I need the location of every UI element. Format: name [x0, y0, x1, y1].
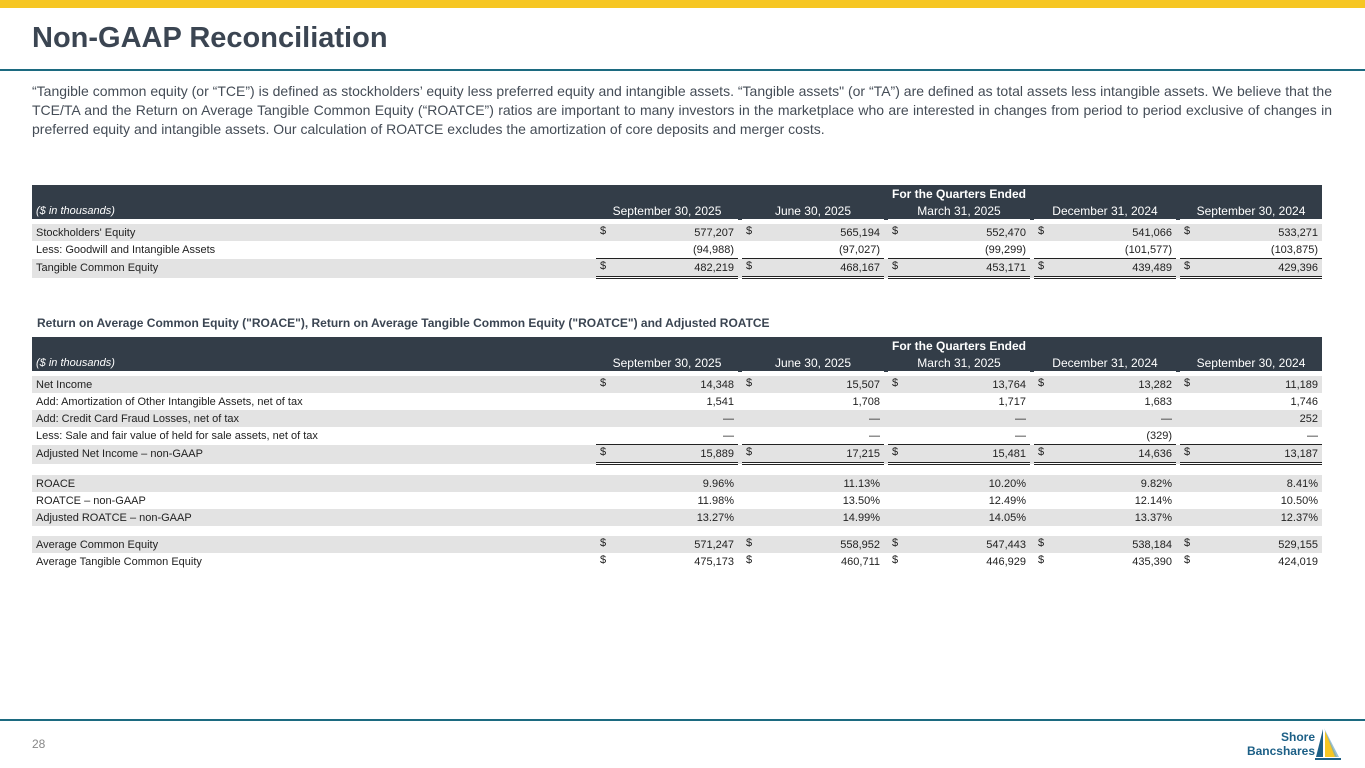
row-label: Average Tangible Common Equity — [36, 555, 202, 568]
roatce-table — [32, 337, 1322, 570]
value-cell: 11.13% — [742, 475, 884, 492]
table-row — [32, 445, 1322, 464]
value-cell: $ 475,173 — [600, 554, 734, 568]
section-title-roace: Return on Average Common Equity ("ROACE"), Return on Average Tangible Common Equity ("ROATCE") and Adjusted ROATCE — [37, 316, 770, 330]
table2-period-header: June 30, 2025 — [742, 354, 884, 372]
value-cell: $ 529,155 — [1180, 536, 1322, 553]
value-cell: $ 552,470 — [888, 224, 1030, 241]
value-cell: $ 453,171 — [888, 259, 1030, 278]
value-cell: — — [1015, 429, 1026, 442]
value-cell: — — [723, 429, 734, 442]
table1-period-header-row — [32, 202, 1322, 220]
value-cell: $ 439,489 — [1034, 259, 1176, 278]
value-cell: 13.27% — [596, 509, 738, 526]
value-cell: $ 11,189 — [1180, 376, 1322, 393]
value-cell: 1,746 — [1290, 395, 1318, 408]
value-cell: 252 — [1180, 410, 1322, 427]
table-row — [32, 410, 1322, 427]
row-label: Add: Amortization of Other Intangible Assets, net of tax — [36, 395, 303, 408]
value-cell: $ 460,711 — [746, 554, 880, 568]
row-label: Less: Sale and fair value of held for sale assets, net of tax — [36, 429, 318, 442]
value-cell: $ 14,636 — [1034, 445, 1176, 464]
table2-period-header-row — [32, 354, 1322, 372]
value-cell: $ 15,481 — [888, 445, 1030, 464]
intro-paragraph: “Tangible common equity (or “TCE”) is defined as stockholders’ equity less preferred equity and intangible assets. “Tangible assets" (or “TA”) are defined as total assets less intangible assets. We believe that the TCE/TA and the Return on Average Tangible Common Equity (“ROATCE”) ratios are important to many investors in the marketplace who are interested in changes from period to period exclusive of changes in preferred equity and intangible assets. Our calculation of ROATCE excludes the amortization of core deposits and merger costs. — [32, 83, 1332, 137]
value-cell: — — [596, 410, 738, 427]
table2-period-header: September 30, 2025 — [596, 354, 738, 372]
value-cell: $ 533,271 — [1180, 224, 1322, 241]
title-divider — [0, 69, 1365, 71]
value-cell: — — [742, 410, 884, 427]
value-cell: 14.05% — [888, 509, 1030, 526]
value-cell: (97,027) — [839, 243, 880, 256]
table-row — [32, 393, 1322, 410]
table2-group-header-row — [32, 337, 1322, 354]
top-accent-bar — [0, 0, 1365, 8]
value-cell: $ 435,390 — [1038, 554, 1172, 568]
table-row — [32, 553, 1322, 570]
logo-text: Shore Bancshares — [1246, 730, 1315, 758]
table2-header-blank — [32, 337, 596, 354]
table1-group-header-row — [32, 185, 1322, 202]
value-cell: 9.82% — [1034, 475, 1176, 492]
table-row — [32, 536, 1322, 553]
table-row — [32, 427, 1322, 445]
value-cell: $ 424,019 — [1184, 554, 1318, 568]
table2-period-header: March 31, 2025 — [888, 354, 1030, 372]
table1-period-header: June 30, 2025 — [742, 202, 884, 220]
value-cell: $ 429,396 — [1180, 259, 1322, 278]
value-cell: $ 14,348 — [596, 376, 738, 393]
value-cell: $ 17,215 — [742, 445, 884, 464]
row-label: Net Income — [32, 376, 596, 393]
tangible-equity-table — [32, 185, 1322, 279]
value-cell: $ 541,066 — [1034, 224, 1176, 241]
row-label: Adjusted ROATCE – non-GAAP — [32, 509, 596, 526]
value-cell: $ 565,194 — [742, 224, 884, 241]
value-cell: 1,683 — [1144, 395, 1172, 408]
value-cell: $ 547,443 — [888, 536, 1030, 553]
table-row — [32, 509, 1322, 526]
value-cell: (101,577) — [1124, 243, 1172, 256]
value-cell: $ 538,184 — [1034, 536, 1176, 553]
table-row — [32, 259, 1322, 278]
table-row — [32, 241, 1322, 259]
value-cell: (329) — [1146, 429, 1172, 442]
value-cell: 1,708 — [852, 395, 880, 408]
value-cell: 12.14% — [1134, 494, 1172, 507]
value-cell: $ 13,764 — [888, 376, 1030, 393]
table1-group-header: For the Quarters Ended — [596, 185, 1322, 202]
value-cell: 13.37% — [1034, 509, 1176, 526]
value-cell: $ 15,889 — [596, 445, 738, 464]
value-cell: (94,988) — [693, 243, 734, 256]
value-cell: $ 482,219 — [596, 259, 738, 278]
value-cell: 14.99% — [742, 509, 884, 526]
value-cell: $ 558,952 — [742, 536, 884, 553]
value-cell: $ 468,167 — [742, 259, 884, 278]
value-cell: — — [869, 429, 880, 442]
value-cell: 10.20% — [888, 475, 1030, 492]
value-cell: $ 13,187 — [1180, 445, 1322, 464]
value-cell: $ 15,507 — [742, 376, 884, 393]
value-cell: 1,717 — [998, 395, 1026, 408]
value-cell: $ 446,929 — [892, 554, 1026, 568]
page-title: Non-GAAP Reconciliation — [32, 22, 388, 54]
value-cell: 8.41% — [1180, 475, 1322, 492]
sailboat-icon — [1315, 727, 1341, 763]
value-cell: 11.98% — [697, 494, 734, 507]
table1-period-header: September 30, 2025 — [596, 202, 738, 220]
table1-period-header: September 30, 2024 — [1180, 202, 1322, 220]
value-cell: 12.49% — [988, 494, 1026, 507]
table2-unit-label: ($ in thousands) — [32, 354, 596, 372]
value-cell: 1,541 — [706, 395, 734, 408]
value-cell: 12.37% — [1180, 509, 1322, 526]
value-cell: — — [888, 410, 1030, 427]
shore-bancshares-logo — [1246, 727, 1341, 763]
row-label: Add: Credit Card Fraud Losses, net of tax — [32, 410, 596, 427]
table1-header-blank — [32, 185, 596, 202]
value-cell: 13.50% — [842, 494, 880, 507]
table1-period-header: March 31, 2025 — [888, 202, 1030, 220]
value-cell: $ 577,207 — [596, 224, 738, 241]
value-cell: (103,875) — [1270, 243, 1318, 256]
footer-divider — [0, 719, 1365, 721]
value-cell: 9.96% — [596, 475, 738, 492]
row-label: Adjusted Net Income – non-GAAP — [32, 445, 596, 464]
table-row — [32, 224, 1322, 241]
table-row — [32, 376, 1322, 393]
table1-period-header: December 31, 2024 — [1034, 202, 1176, 220]
row-label: Tangible Common Equity — [32, 259, 596, 278]
value-cell: (99,299) — [985, 243, 1026, 256]
value-cell: 10.50% — [1280, 494, 1318, 507]
row-label: ROATCE – non-GAAP — [36, 494, 146, 507]
page-number: 28 — [32, 737, 46, 751]
table1-unit-label: ($ in thousands) — [32, 202, 596, 220]
value-cell: $ 571,247 — [596, 536, 738, 553]
value-cell: — — [1307, 429, 1318, 442]
table-row — [32, 492, 1322, 509]
row-label: ROACE — [32, 475, 596, 492]
table2-group-header: For the Quarters Ended — [596, 337, 1322, 354]
table2-period-header: September 30, 2024 — [1180, 354, 1322, 372]
value-cell: — — [1034, 410, 1176, 427]
row-label: Less: Goodwill and Intangible Assets — [36, 243, 216, 256]
row-label: Stockholders' Equity — [32, 224, 596, 241]
table2-period-header: December 31, 2024 — [1034, 354, 1176, 372]
value-cell: $ 13,282 — [1034, 376, 1176, 393]
row-label: Average Common Equity — [32, 536, 596, 553]
table-row — [32, 475, 1322, 492]
